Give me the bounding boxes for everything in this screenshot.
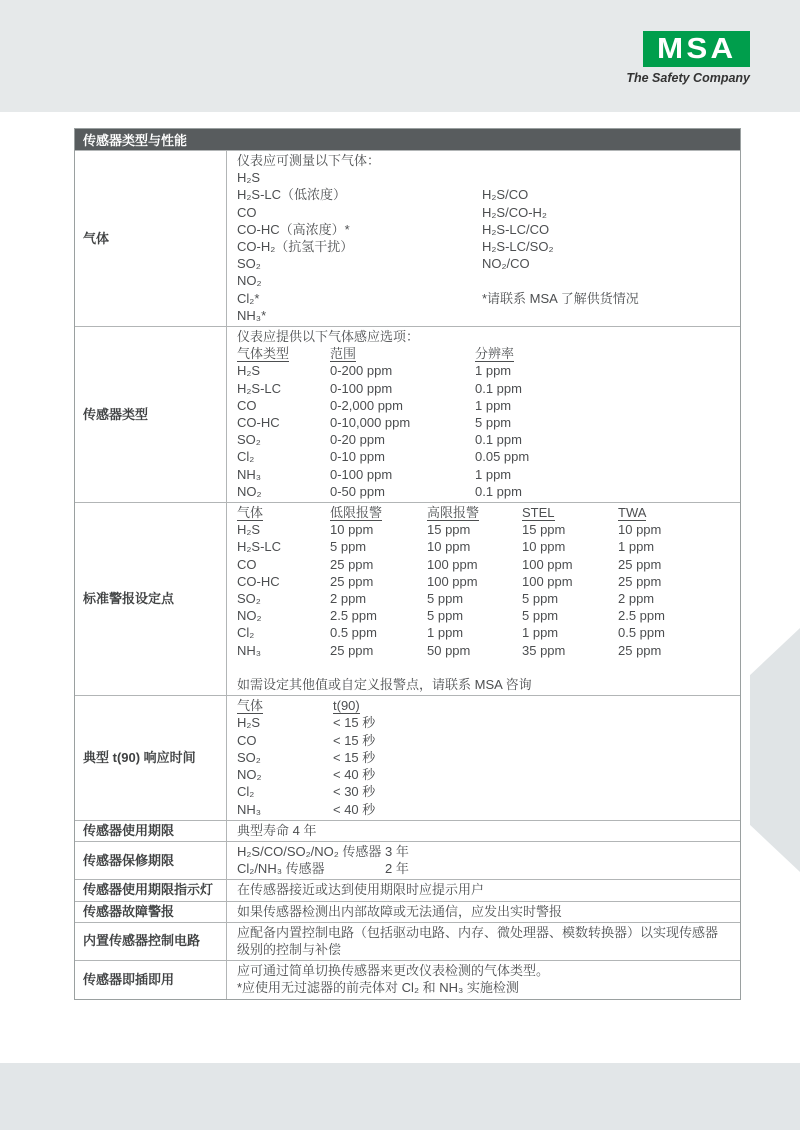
spec-row-control-circuit <box>75 922 740 960</box>
row-label-warranty: 传感器保修期限 <box>75 842 227 879</box>
msa-logo-word: MSA <box>656 32 737 65</box>
mini-cell: 2 ppm <box>618 591 655 607</box>
spec-row-gases <box>75 150 740 326</box>
row-label-control-circuit: 内置传感器控制电路 <box>75 923 227 960</box>
mini-cell: 应可通过简单切换传感器来更改仪表检测的气体类型。 <box>237 963 550 979</box>
mini-cell: CO <box>237 556 257 572</box>
mini-row <box>237 749 736 766</box>
row-label-t90: 典型 t(90) 响应时间 <box>75 696 227 819</box>
mini-header-cell <box>237 345 330 362</box>
mini-cell: 2.5 ppm <box>330 608 377 624</box>
mini-cell: H₂S-LC/CO <box>482 221 550 237</box>
intro-line <box>237 152 736 169</box>
mini-cell: 0-100 ppm <box>330 380 393 396</box>
mini-cell: Cl₂/NH₃ 传感器 <box>237 861 325 877</box>
mini-header-text: 高限报警 <box>427 505 480 521</box>
row-content-gases <box>227 151 740 326</box>
mini-row <box>237 431 736 448</box>
mini-cell: Cl₂ <box>237 784 255 800</box>
mini-header-cell <box>330 345 475 362</box>
mini-cell: 5 ppm <box>522 591 559 607</box>
mini-cell: CO <box>237 397 257 413</box>
mini-row <box>237 714 736 731</box>
mini-row <box>237 169 736 186</box>
mini-cell: 0-10,000 ppm <box>330 415 411 431</box>
spec-row-warranty <box>75 841 740 879</box>
mini-row <box>237 590 736 607</box>
mini-row <box>237 538 736 555</box>
mini-row <box>237 732 736 749</box>
mini-table-header <box>237 697 736 714</box>
mini-cell: H₂S <box>237 170 261 186</box>
row-label-fault-alarm: 传感器故障警报 <box>75 902 227 922</box>
mini-row <box>237 397 736 414</box>
mini-cell: 0-2,000 ppm <box>330 397 403 413</box>
mini-cell: 1 ppm <box>475 466 512 482</box>
mini-header-cell <box>237 697 333 714</box>
intro-text: 仪表应可测量以下气体： <box>237 153 381 168</box>
mini-row <box>237 607 736 624</box>
mini-cell: 0.5 ppm <box>618 625 665 641</box>
mini-cell: 0.05 ppm <box>475 449 530 465</box>
row-content-fault-alarm <box>227 902 740 922</box>
note-text: 如需设定其他值或自定义报警点，请联系 MSA 咨询 <box>237 677 532 693</box>
mini-cell: SO₂ <box>237 432 261 448</box>
mini-cell: H₂S <box>237 715 261 731</box>
mini-cell: < 40 秒 <box>333 767 376 783</box>
bottom-banner <box>0 1063 800 1130</box>
mini-cell: 如果传感器检测出内部故障或无法通信，应发出实时警报 <box>237 903 563 919</box>
mini-row <box>237 255 736 272</box>
row-label-alarms: 标准警报设定点 <box>75 503 227 695</box>
mini-header-cell <box>237 504 330 521</box>
mini-cell: H₂S-LC（低浓度） <box>237 187 347 203</box>
mini-cell <box>482 307 736 324</box>
mini-row <box>237 924 736 941</box>
mini-row <box>237 979 736 996</box>
mini-cell: NO₂ <box>237 608 262 624</box>
mini-cell: Cl₂ <box>237 449 255 465</box>
mini-cell: 0-10 ppm <box>330 449 385 465</box>
mini-cell: NH₃ <box>237 466 262 482</box>
spec-row-lifetime <box>75 820 740 841</box>
mini-cell: 25 ppm <box>330 556 374 572</box>
mini-header-text: t(90) <box>333 698 360 714</box>
mini-header-text: TWA <box>618 505 647 521</box>
mini-header-text: 气体类型 <box>237 346 290 362</box>
mini-row <box>237 186 736 203</box>
mini-row <box>237 483 736 500</box>
mini-header-cell <box>522 504 618 521</box>
mini-cell: 1 ppm <box>522 625 559 641</box>
mini-cell: 10 ppm <box>522 539 566 555</box>
mini-row <box>237 556 736 573</box>
mini-row <box>237 962 736 979</box>
mini-header-text: 低限报警 <box>330 505 383 521</box>
spec-row-fault-alarm <box>75 901 740 922</box>
intro-text: 仪表应提供以下气体感应选项： <box>237 329 420 345</box>
spec-row-sensor-types <box>75 326 740 502</box>
row-label-plug-and-play: 传感器即插即用 <box>75 961 227 998</box>
spec-row-alarms <box>75 502 740 695</box>
mini-row <box>237 448 736 465</box>
intro-line <box>237 328 736 345</box>
mini-cell: 1 ppm <box>427 625 464 641</box>
mini-cell: CO-HC（高浓度）* <box>237 221 350 237</box>
mini-cell: *请联系 MSA 了解供货情况 <box>482 290 639 306</box>
mini-cell: 0-20 ppm <box>330 432 385 448</box>
mini-cell: H₂S/CO-H₂ <box>482 204 547 220</box>
mini-row <box>237 414 736 431</box>
mini-cell <box>482 272 736 289</box>
mini-cell: 0.5 ppm <box>330 625 377 641</box>
mini-header-cell <box>427 504 522 521</box>
mini-cell: 35 ppm <box>522 642 566 658</box>
mini-row <box>237 238 736 255</box>
mini-cell: 2 年 <box>385 861 409 877</box>
row-content-t90 <box>227 696 740 819</box>
mini-cell: 0.1 ppm <box>475 380 522 396</box>
mini-cell: NO₂/CO <box>482 256 530 272</box>
spec-row-lifetime-indicator <box>75 879 740 900</box>
mini-cell: Cl₂* <box>237 290 260 306</box>
chevron-decoration <box>750 628 800 872</box>
mini-cell: NH₃ <box>237 642 262 658</box>
mini-cell: 1 ppm <box>618 539 655 555</box>
mini-cell: 15 ppm <box>427 522 471 538</box>
row-content-plug-and-play <box>227 961 740 998</box>
mini-row <box>237 380 736 397</box>
row-content-sensor-types <box>227 327 740 502</box>
mini-cell: 25 ppm <box>618 642 662 658</box>
mini-cell: H₂S-LC <box>237 539 282 555</box>
mini-cell: 应配备内置控制电路（包括驱动电路、内存、微处理器、模数转换器）以实现传感器 <box>237 924 719 940</box>
mini-cell: H₂S <box>237 363 261 379</box>
mini-cell: 5 ppm <box>475 415 512 431</box>
mini-row <box>237 521 736 538</box>
mini-header-text: 气体 <box>237 698 264 714</box>
mini-cell: 25 ppm <box>330 573 374 589</box>
mini-cell: SO₂ <box>237 256 261 272</box>
spec-table <box>74 128 741 1000</box>
mini-row <box>237 766 736 783</box>
mini-cell: 25 ppm <box>618 573 662 589</box>
mini-row <box>237 221 736 238</box>
mini-cell: 在传感器接近或达到使用期限时应提示用户 <box>237 882 485 898</box>
mini-cell: 10 ppm <box>427 539 471 555</box>
mini-cell: < 40 秒 <box>333 801 376 817</box>
mini-table-header <box>237 504 736 521</box>
mini-cell: CO <box>237 732 257 748</box>
mini-cell: 级别的控制与补偿 <box>237 941 342 957</box>
mini-cell: SO₂ <box>237 749 261 765</box>
row-content-control-circuit <box>227 923 740 960</box>
mini-cell: Cl₂ <box>237 625 255 641</box>
mini-header-cell <box>330 504 427 521</box>
mini-cell: < 15 秒 <box>333 749 376 765</box>
mini-header-text: 分辨率 <box>475 346 515 362</box>
row-content-alarms <box>227 503 740 695</box>
table-title-bar <box>75 129 740 150</box>
note-line <box>237 676 736 693</box>
mini-header-cell <box>475 345 736 362</box>
mini-cell: 1 ppm <box>475 363 512 379</box>
mini-cell: 0.1 ppm <box>475 483 522 499</box>
mini-header-cell <box>333 697 736 714</box>
mini-cell: CO-HC <box>237 415 280 431</box>
msa-logo-tagline: The Safety Company <box>626 71 750 85</box>
mini-cell: NH₃* <box>237 307 267 323</box>
mini-row <box>237 204 736 221</box>
row-label-lifetime-indicator: 传感器使用期限指示灯 <box>75 880 227 900</box>
mini-row <box>237 843 736 860</box>
mini-cell: H₂S-LC <box>237 380 282 396</box>
mini-cell: 5 ppm <box>427 608 464 624</box>
msa-logo-box <box>643 31 750 67</box>
mini-row <box>237 941 736 958</box>
mini-cell <box>482 169 736 186</box>
mini-cell: 10 ppm <box>330 522 374 538</box>
mini-cell: 100 ppm <box>522 573 573 589</box>
spacer-line <box>237 659 736 676</box>
mini-row <box>237 466 736 483</box>
mini-cell: 5 ppm <box>330 539 367 555</box>
mini-cell: *应使用无过滤器的前壳体对 Cl₂ 和 NH₃ 实施检测 <box>237 980 519 996</box>
mini-cell: 25 ppm <box>618 556 662 572</box>
mini-row <box>237 860 736 877</box>
mini-cell: 0-200 ppm <box>330 363 393 379</box>
mini-cell: NO₂ <box>237 273 262 289</box>
mini-cell: H₂S-LC/SO₂ <box>482 239 554 255</box>
mini-cell: SO₂ <box>237 591 261 607</box>
mini-cell: 1 ppm <box>475 397 512 413</box>
mini-cell: NO₂ <box>237 483 262 499</box>
table-title: 传感器类型与性能 <box>83 133 188 148</box>
row-content-warranty <box>227 842 740 879</box>
mini-row <box>237 290 736 307</box>
row-label-lifetime: 传感器使用期限 <box>75 821 227 841</box>
mini-header-cell <box>618 504 736 521</box>
mini-table-header <box>237 345 736 362</box>
mini-cell: CO-HC <box>237 573 280 589</box>
mini-row <box>237 783 736 800</box>
mini-row <box>237 272 736 289</box>
mini-row <box>237 903 736 920</box>
mini-cell: 典型寿命 4 年 <box>237 822 317 838</box>
mini-cell: 50 ppm <box>427 642 471 658</box>
mini-row <box>237 642 736 659</box>
mini-header-text: STEL <box>522 505 555 521</box>
row-content-lifetime <box>227 821 740 841</box>
mini-cell: 2 ppm <box>330 591 367 607</box>
msa-logo <box>626 31 750 85</box>
mini-cell: 100 ppm <box>522 556 573 572</box>
mini-cell: NO₂ <box>237 767 262 783</box>
mini-cell: H₂S/CO/SO₂/NO₂ 传感器 <box>237 843 382 859</box>
mini-cell: CO <box>237 204 257 220</box>
mini-cell: 0.1 ppm <box>475 432 522 448</box>
mini-cell: 100 ppm <box>427 573 478 589</box>
spec-row-t90 <box>75 695 740 819</box>
mini-cell: < 30 秒 <box>333 784 376 800</box>
mini-cell: 2.5 ppm <box>618 608 665 624</box>
mini-header-text: 范围 <box>330 346 357 362</box>
mini-row <box>237 307 736 324</box>
mini-cell: H₂S <box>237 522 261 538</box>
mini-cell: 15 ppm <box>522 522 566 538</box>
mini-cell: 5 ppm <box>427 591 464 607</box>
mini-row <box>237 801 736 818</box>
mini-row <box>237 822 736 839</box>
mini-cell: 0-100 ppm <box>330 466 393 482</box>
mini-row <box>237 881 736 898</box>
mini-row <box>237 624 736 641</box>
mini-cell: H₂S/CO <box>482 187 529 203</box>
spec-row-plug-and-play <box>75 960 740 998</box>
mini-cell: 100 ppm <box>427 556 478 572</box>
row-content-lifetime-indicator <box>227 880 740 900</box>
mini-cell: < 15 秒 <box>333 715 376 731</box>
mini-row <box>237 573 736 590</box>
mini-cell: 25 ppm <box>330 642 374 658</box>
mini-cell: NH₃ <box>237 801 262 817</box>
row-label-gases: 气体 <box>75 151 227 326</box>
mini-cell: CO-H₂（抗氢干扰） <box>237 239 354 255</box>
mini-cell: < 15 秒 <box>333 732 376 748</box>
mini-header-text: 气体 <box>237 505 264 521</box>
mini-cell: 0-50 ppm <box>330 483 385 499</box>
mini-cell: 10 ppm <box>618 522 662 538</box>
row-label-sensor-types: 传感器类型 <box>75 327 227 502</box>
spec-table-rows <box>75 150 740 999</box>
mini-cell: 5 ppm <box>522 608 559 624</box>
mini-row <box>237 362 736 379</box>
mini-cell: 3 年 <box>385 843 409 859</box>
